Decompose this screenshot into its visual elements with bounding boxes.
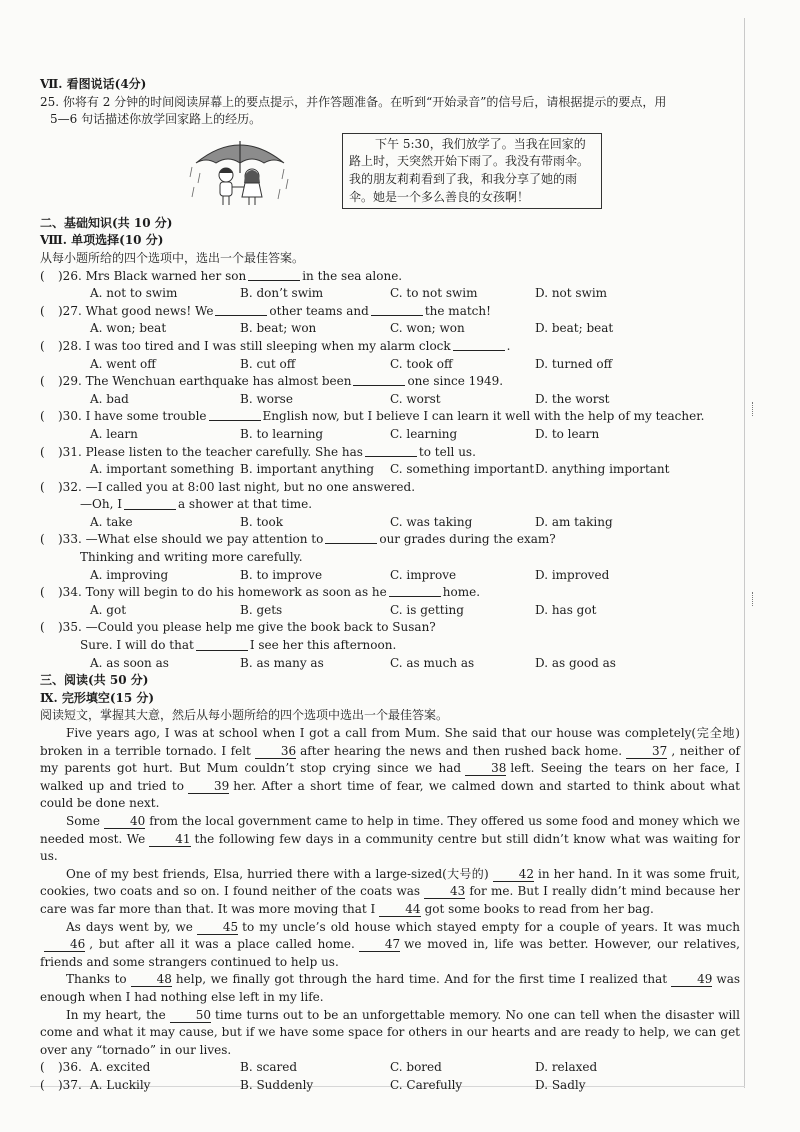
cloze-blank-48: 48 — [131, 973, 172, 987]
question-29-options: A. bad B. worse C. worst D. the worst — [90, 391, 610, 406]
cloze-paragraph-5: Thanks to 48 help, we finally got through the hard time. And for the first time I realized that 49 was enough when I had nothing else left in my life. — [40, 972, 741, 1004]
cloze-blank-41: 41 — [149, 833, 190, 847]
answer-blank — [215, 303, 267, 316]
cloze-paragraph-3: One of my best friends, Elsa, hurried there with a large-sized(大号的) 42 in her hand. In it was some fruit, cookies, two coats and so on. I found neither of the coats was 43 for me. But I really didn’t mind because her care was far more than that. It was more moving that I 44 got some books to read from her bag. — [40, 866, 740, 916]
q25-prompt-line1: 25. 你将有 2 分钟的时间阅读屏幕上的要点提示，并作答题准备。在听到“开始录音”的信号后，请根据提示的要点，用 — [40, 94, 667, 109]
cloze-blank-38: 38 — [465, 762, 506, 776]
cloze-blank-39: 39 — [188, 780, 229, 794]
cloze-blank-37: 37 — [626, 745, 667, 759]
question-30: ( )30. I have some trouble English now, but I believe I can learn it well with the help of my teacher. — [40, 409, 705, 424]
question-28-options: A. went off B. cut off C. took off D. turned off — [90, 356, 613, 371]
cloze-blank-40: 40 — [104, 815, 145, 829]
answer-blank — [371, 303, 423, 316]
picture-talk-row — [40, 133, 740, 215]
cloze-blank-42: 42 — [493, 868, 534, 882]
scan-mark — [752, 592, 755, 606]
section-8-instruction: 从每小题所给的四个选项中，选出一个最佳答案。 — [40, 250, 305, 265]
question-26-options: A. not to swim B. don’t swim C. to not swim D. not swim — [90, 286, 608, 301]
cloze-paragraph-1: Five years ago, I was at school when I got a call from Mum. She said that our house was completely(完全地) broken in a terrible tornado. I felt 36 after hearing the news and then rushed back home. 37 , neither of my parents got hurt. But Mum couldn’t stop crying since we had 38 left. Seeing the tears on her face, I walked up and tried to 39 her. After a short time of fear, we calmed down and started to think about what could be done next. — [40, 726, 740, 811]
section-8-header: Ⅷ. 单项选择(10 分) — [40, 233, 164, 248]
question-27: ( )27. What good news! We other teams and the match! — [40, 303, 491, 318]
question-34-options: A. got B. gets C. is getting D. has got — [90, 602, 597, 617]
scan-mark — [752, 402, 755, 416]
cloze-question-37: ( )37. A. Luckily B. Suddenly C. Carefully D. Sadly — [40, 1077, 586, 1092]
question-29: ( )29. The Wenchuan earthquake has almost been one since 1949. — [40, 374, 504, 389]
cloze-question-36: ( )36. A. excited B. scared C. bored D. relaxed — [40, 1060, 598, 1075]
question-31: ( )31. Please listen to the teacher carefully. She has to tell us. — [40, 444, 476, 459]
cloze-blank-44: 44 — [379, 903, 420, 917]
question-33-options: A. improving B. to improve C. improve D. improved — [90, 567, 610, 582]
section-7-header: Ⅶ. 看图说话(4分) — [40, 77, 147, 91]
question-31-options: A. important something B. important anything C. something important D. anything important — [90, 462, 670, 477]
answer-blank — [124, 497, 176, 510]
answer-blank — [196, 638, 248, 651]
question-28: ( )28. I was too tired and I was still sleeping when my alarm clock . — [40, 338, 511, 353]
question-30-options: A. learn B. to learning C. learning D. to learn — [90, 426, 600, 441]
cloze-paragraph-4: As days went by, we 45 to my uncle’s old house which stayed empty for a couple of years. It was much46 , but after all it was a place called home. 47 we moved in, life was better. However, our relatives, friends and some strangers continued to help us. — [40, 919, 740, 969]
section-2-header: 二、基础知识(共 10 分) — [40, 215, 173, 230]
story-prompt-box: 下午 5:30，我们放学了。当我在回家的路上时，天突然开始下雨了。我没有带雨伞。我的朋友莉莉看到了我，和我分享了她的雨伞。她是一个多么善良的女孩啊！ — [342, 133, 602, 209]
answer-blank — [365, 444, 417, 457]
answer-blank — [248, 268, 300, 281]
section-3-header: 三、阅读(共 50 分) — [40, 673, 149, 688]
cloze-blank-36: 36 — [255, 745, 296, 759]
cloze-blank-50: 50 — [170, 1009, 211, 1023]
question-35: ( )35. —Could you please help me give the book back to Susan? — [40, 620, 436, 635]
question-33-line2: Thinking and writing more carefully. — [80, 550, 303, 565]
answer-blank — [325, 531, 377, 544]
section-9-header: Ⅸ. 完形填空(15 分) — [40, 690, 155, 705]
exam-content — [40, 76, 740, 1094]
answer-blank — [353, 373, 405, 386]
question-32-line2: —Oh, I a shower at that time. — [80, 497, 313, 512]
cloze-blank-49: 49 — [671, 973, 712, 987]
question-35-line2: Sure. I will do that I see her this afternoon. — [80, 638, 397, 653]
cloze-blank-47: 47 — [359, 938, 400, 952]
question-34: ( )34. Tony will begin to do his homework as soon as he home. — [40, 585, 481, 600]
page-border-right — [744, 18, 745, 1088]
question-32-options: A. take B. took C. was taking D. am taking — [90, 514, 613, 529]
answer-blank — [453, 338, 505, 351]
cloze-blank-45: 45 — [197, 921, 238, 935]
answer-blank — [389, 584, 441, 597]
umbrella-kids-illustration — [188, 133, 292, 207]
question-27-options: A. won; beat B. beat; won C. won; won D. beat; beat — [90, 321, 614, 336]
question-33: ( )33. —What else should we pay attention to our grades during the exam? — [40, 532, 556, 547]
q25-prompt-line2: 5—6 句话描述你放学回家路上的经历。 — [50, 112, 262, 127]
question-35-options: A. as soon as B. as many as C. as much as D. as good as — [90, 655, 616, 670]
question-32: ( )32. —I called you at 8:00 last night, but no one answered. — [40, 479, 416, 494]
answer-blank — [209, 408, 261, 421]
cloze-paragraph-6: In my heart, the 50 time turns out to be an unforgettable memory. No one can tell when the disaster will come and what it may cause, but if we have some space for others in our hearts and are ready to help, we can get over any “tornado” in our lives. — [40, 1007, 740, 1057]
question-26: ( )26. Mrs Black warned her son in the sea alone. — [40, 268, 403, 283]
cloze-blank-46: 46 — [44, 938, 85, 952]
cloze-blank-43: 43 — [424, 885, 465, 899]
section-9-instruction: 阅读短文，掌握其大意，然后从每小题所给的四个选项中选出一个最佳答案。 — [40, 708, 449, 723]
cloze-paragraph-2: Some 40 from the local government came to help in time. They offered us some food and money which we needed most. We 41 the following few days in a community centre but still didn’t know what was waiting for us. — [40, 813, 740, 864]
